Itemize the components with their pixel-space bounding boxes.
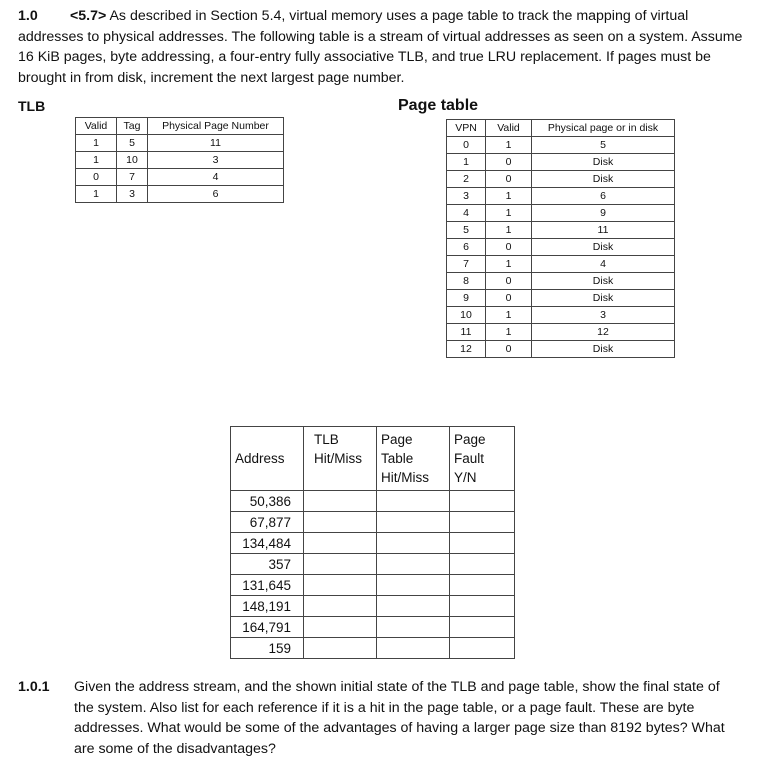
tlb-label: TLB: [18, 98, 46, 114]
pt-cell: 0: [486, 154, 532, 171]
tlb-hitmiss-header: [304, 427, 377, 491]
pf-header-line2: Fault: [454, 451, 485, 466]
pt-cell: 8: [447, 273, 486, 290]
pt-cell: Disk: [532, 154, 675, 171]
tlb-cell: 0: [76, 169, 117, 186]
pf-answer-cell[interactable]: [450, 596, 515, 617]
pt-cell: 3: [447, 188, 486, 205]
address-row: [231, 575, 515, 596]
tlb-header-line1: TLB: [314, 432, 339, 447]
pt-cell: 4: [447, 205, 486, 222]
pt-header-row: [447, 120, 675, 137]
question-paragraph: [18, 6, 743, 88]
tlb-row: [76, 169, 284, 186]
pt-cell: 12: [447, 341, 486, 358]
subquestion-text: Given the address stream, and the shown initial state of the TLB and page table, show the final state of the system. Also list for each reference if it is a hit in the page table, or a page fault. These are byte addresses. What would be some of the advantages of having a larger page size than 8192 bytes? What are some of the disadvantages?: [74, 679, 725, 757]
tlb-answer-cell[interactable]: [304, 638, 377, 659]
pt-row: [447, 137, 675, 154]
address-row: [231, 512, 515, 533]
address-cell: 50,386: [231, 491, 304, 512]
tlb-cell: 5: [117, 135, 148, 152]
pt-cell: 0: [486, 273, 532, 290]
tlb-cell: 3: [117, 186, 148, 203]
pt-answer-cell[interactable]: [377, 617, 450, 638]
address-row: [231, 638, 515, 659]
tlb-answer-cell[interactable]: [304, 512, 377, 533]
pt-row: [447, 171, 675, 188]
pf-header-line3: Y/N: [454, 470, 477, 485]
tlb-cell: 1: [76, 152, 117, 169]
address-row: [231, 617, 515, 638]
page-table-label: Page table: [398, 97, 479, 114]
pt-cell: 6: [532, 188, 675, 205]
pt-cell: 4: [532, 256, 675, 273]
pt-cell: 5: [447, 222, 486, 239]
address-header-text: Address: [235, 451, 285, 466]
pt-cell: Disk: [532, 341, 675, 358]
pt-cell: 1: [486, 307, 532, 324]
address-cell: 148,191: [231, 596, 304, 617]
question-number: 1.0: [18, 8, 38, 24]
pf-answer-cell[interactable]: [450, 617, 515, 638]
pt-row: [447, 273, 675, 290]
tlb-cell: 1: [76, 135, 117, 152]
pt-answer-cell[interactable]: [377, 596, 450, 617]
address-header: [231, 427, 304, 491]
pt-row: [447, 205, 675, 222]
pt-cell: 0: [486, 239, 532, 256]
tlb-row: [76, 186, 284, 203]
pt-cell: 10: [447, 307, 486, 324]
pt-hitmiss-header: [377, 427, 450, 491]
pt-cell: 9: [532, 205, 675, 222]
pt-header-valid: Valid: [486, 120, 532, 137]
pf-answer-cell[interactable]: [450, 638, 515, 659]
address-row: [231, 554, 515, 575]
pt-row: [447, 188, 675, 205]
tlb-cell: 10: [117, 152, 148, 169]
tlb-header-tag: Tag: [117, 118, 148, 135]
tlb-answer-cell[interactable]: [304, 596, 377, 617]
pt-cell: Disk: [532, 290, 675, 307]
tlb-cell: 7: [117, 169, 148, 186]
pt-cell: 5: [532, 137, 675, 154]
pt-row: [447, 239, 675, 256]
pt-answer-cell[interactable]: [377, 575, 450, 596]
tlb-answer-cell[interactable]: [304, 554, 377, 575]
pt-cell: Disk: [532, 239, 675, 256]
subquestion-number: 1.0.1: [18, 679, 50, 695]
page-table: [446, 119, 675, 358]
pt-row: [447, 307, 675, 324]
tlb-answer-cell[interactable]: [304, 491, 377, 512]
pt-cell: 2: [447, 171, 486, 188]
pt-cell: Disk: [532, 171, 675, 188]
pf-answer-cell[interactable]: [450, 533, 515, 554]
pt-cell: 11: [532, 222, 675, 239]
pt-cell: 11: [447, 324, 486, 341]
address-cell: 164,791: [231, 617, 304, 638]
tlb-row: [76, 152, 284, 169]
pt-answer-cell[interactable]: [377, 554, 450, 575]
pt-header-line3: Hit/Miss: [381, 470, 429, 485]
tlb-table: [75, 117, 284, 203]
tlb-answer-cell[interactable]: [304, 617, 377, 638]
tlb-header-valid: Valid: [76, 118, 117, 135]
address-row: [231, 596, 515, 617]
page-fault-header: [450, 427, 515, 491]
tlb-cell: 11: [148, 135, 284, 152]
tlb-row: [76, 135, 284, 152]
tlb-header-ppn: Physical Page Number: [148, 118, 284, 135]
pt-cell: Disk: [532, 273, 675, 290]
tlb-answer-cell[interactable]: [304, 575, 377, 596]
pt-cell: 0: [486, 171, 532, 188]
pf-answer-cell[interactable]: [450, 554, 515, 575]
pt-cell: 1: [486, 222, 532, 239]
question-text: As described in Section 5.4, virtual memory uses a page table to track the mapping of virtual addresses to physical addresses. The following table is a stream of virtual addresses as seen on a system. Assume 16 KiB pages, byte addressing, a four-entry fully associative TLB, and true LRU replacement. If pages must be brought in from disk, increment the next largest page number.: [18, 8, 743, 86]
pt-cell: 9: [447, 290, 486, 307]
tlb-header-line2: Hit/Miss: [314, 451, 362, 466]
pt-row: [447, 324, 675, 341]
section-tag: <5.7>: [70, 8, 107, 24]
address-header-row: [231, 427, 515, 491]
pt-cell: 1: [486, 205, 532, 222]
tlb-answer-cell[interactable]: [304, 533, 377, 554]
pt-header-physical: Physical page or in disk: [532, 120, 675, 137]
pt-cell: 1: [486, 188, 532, 205]
pf-answer-cell[interactable]: [450, 512, 515, 533]
address-table: [230, 426, 515, 659]
pt-cell: 0: [447, 137, 486, 154]
pt-cell: 7: [447, 256, 486, 273]
address-row: [231, 491, 515, 512]
pt-answer-cell[interactable]: [377, 638, 450, 659]
pt-cell: 3: [532, 307, 675, 324]
pt-answer-cell[interactable]: [377, 491, 450, 512]
address-cell: 357: [231, 554, 304, 575]
tlb-cell: 6: [148, 186, 284, 203]
pt-header-line2: Table: [381, 451, 414, 466]
tlb-cell: 3: [148, 152, 284, 169]
pt-cell: 12: [532, 324, 675, 341]
pt-row: [447, 256, 675, 273]
pt-cell: 1: [486, 256, 532, 273]
pt-cell: 1: [486, 137, 532, 154]
pf-answer-cell[interactable]: [450, 575, 515, 596]
pt-header-vpn: VPN: [447, 120, 486, 137]
pt-cell: 0: [486, 290, 532, 307]
pt-row: [447, 341, 675, 358]
tlb-cell: 4: [148, 169, 284, 186]
pt-cell: 1: [486, 324, 532, 341]
pf-answer-cell[interactable]: [450, 491, 515, 512]
pf-header-line1: Page: [454, 432, 486, 447]
pt-cell: 0: [486, 341, 532, 358]
address-cell: 159: [231, 638, 304, 659]
pt-answer-cell[interactable]: [377, 533, 450, 554]
tlb-header-row: [76, 118, 284, 135]
pt-header-line1: Page: [381, 432, 413, 447]
pt-answer-cell[interactable]: [377, 512, 450, 533]
pt-row: [447, 222, 675, 239]
tlb-cell: 1: [76, 186, 117, 203]
pt-cell: 1: [447, 154, 486, 171]
address-cell: 67,877: [231, 512, 304, 533]
pt-row: [447, 290, 675, 307]
address-cell: 131,645: [231, 575, 304, 596]
address-row: [231, 533, 515, 554]
pt-row: [447, 154, 675, 171]
pt-cell: 6: [447, 239, 486, 256]
subquestion: [18, 677, 738, 759]
address-cell: 134,484: [231, 533, 304, 554]
